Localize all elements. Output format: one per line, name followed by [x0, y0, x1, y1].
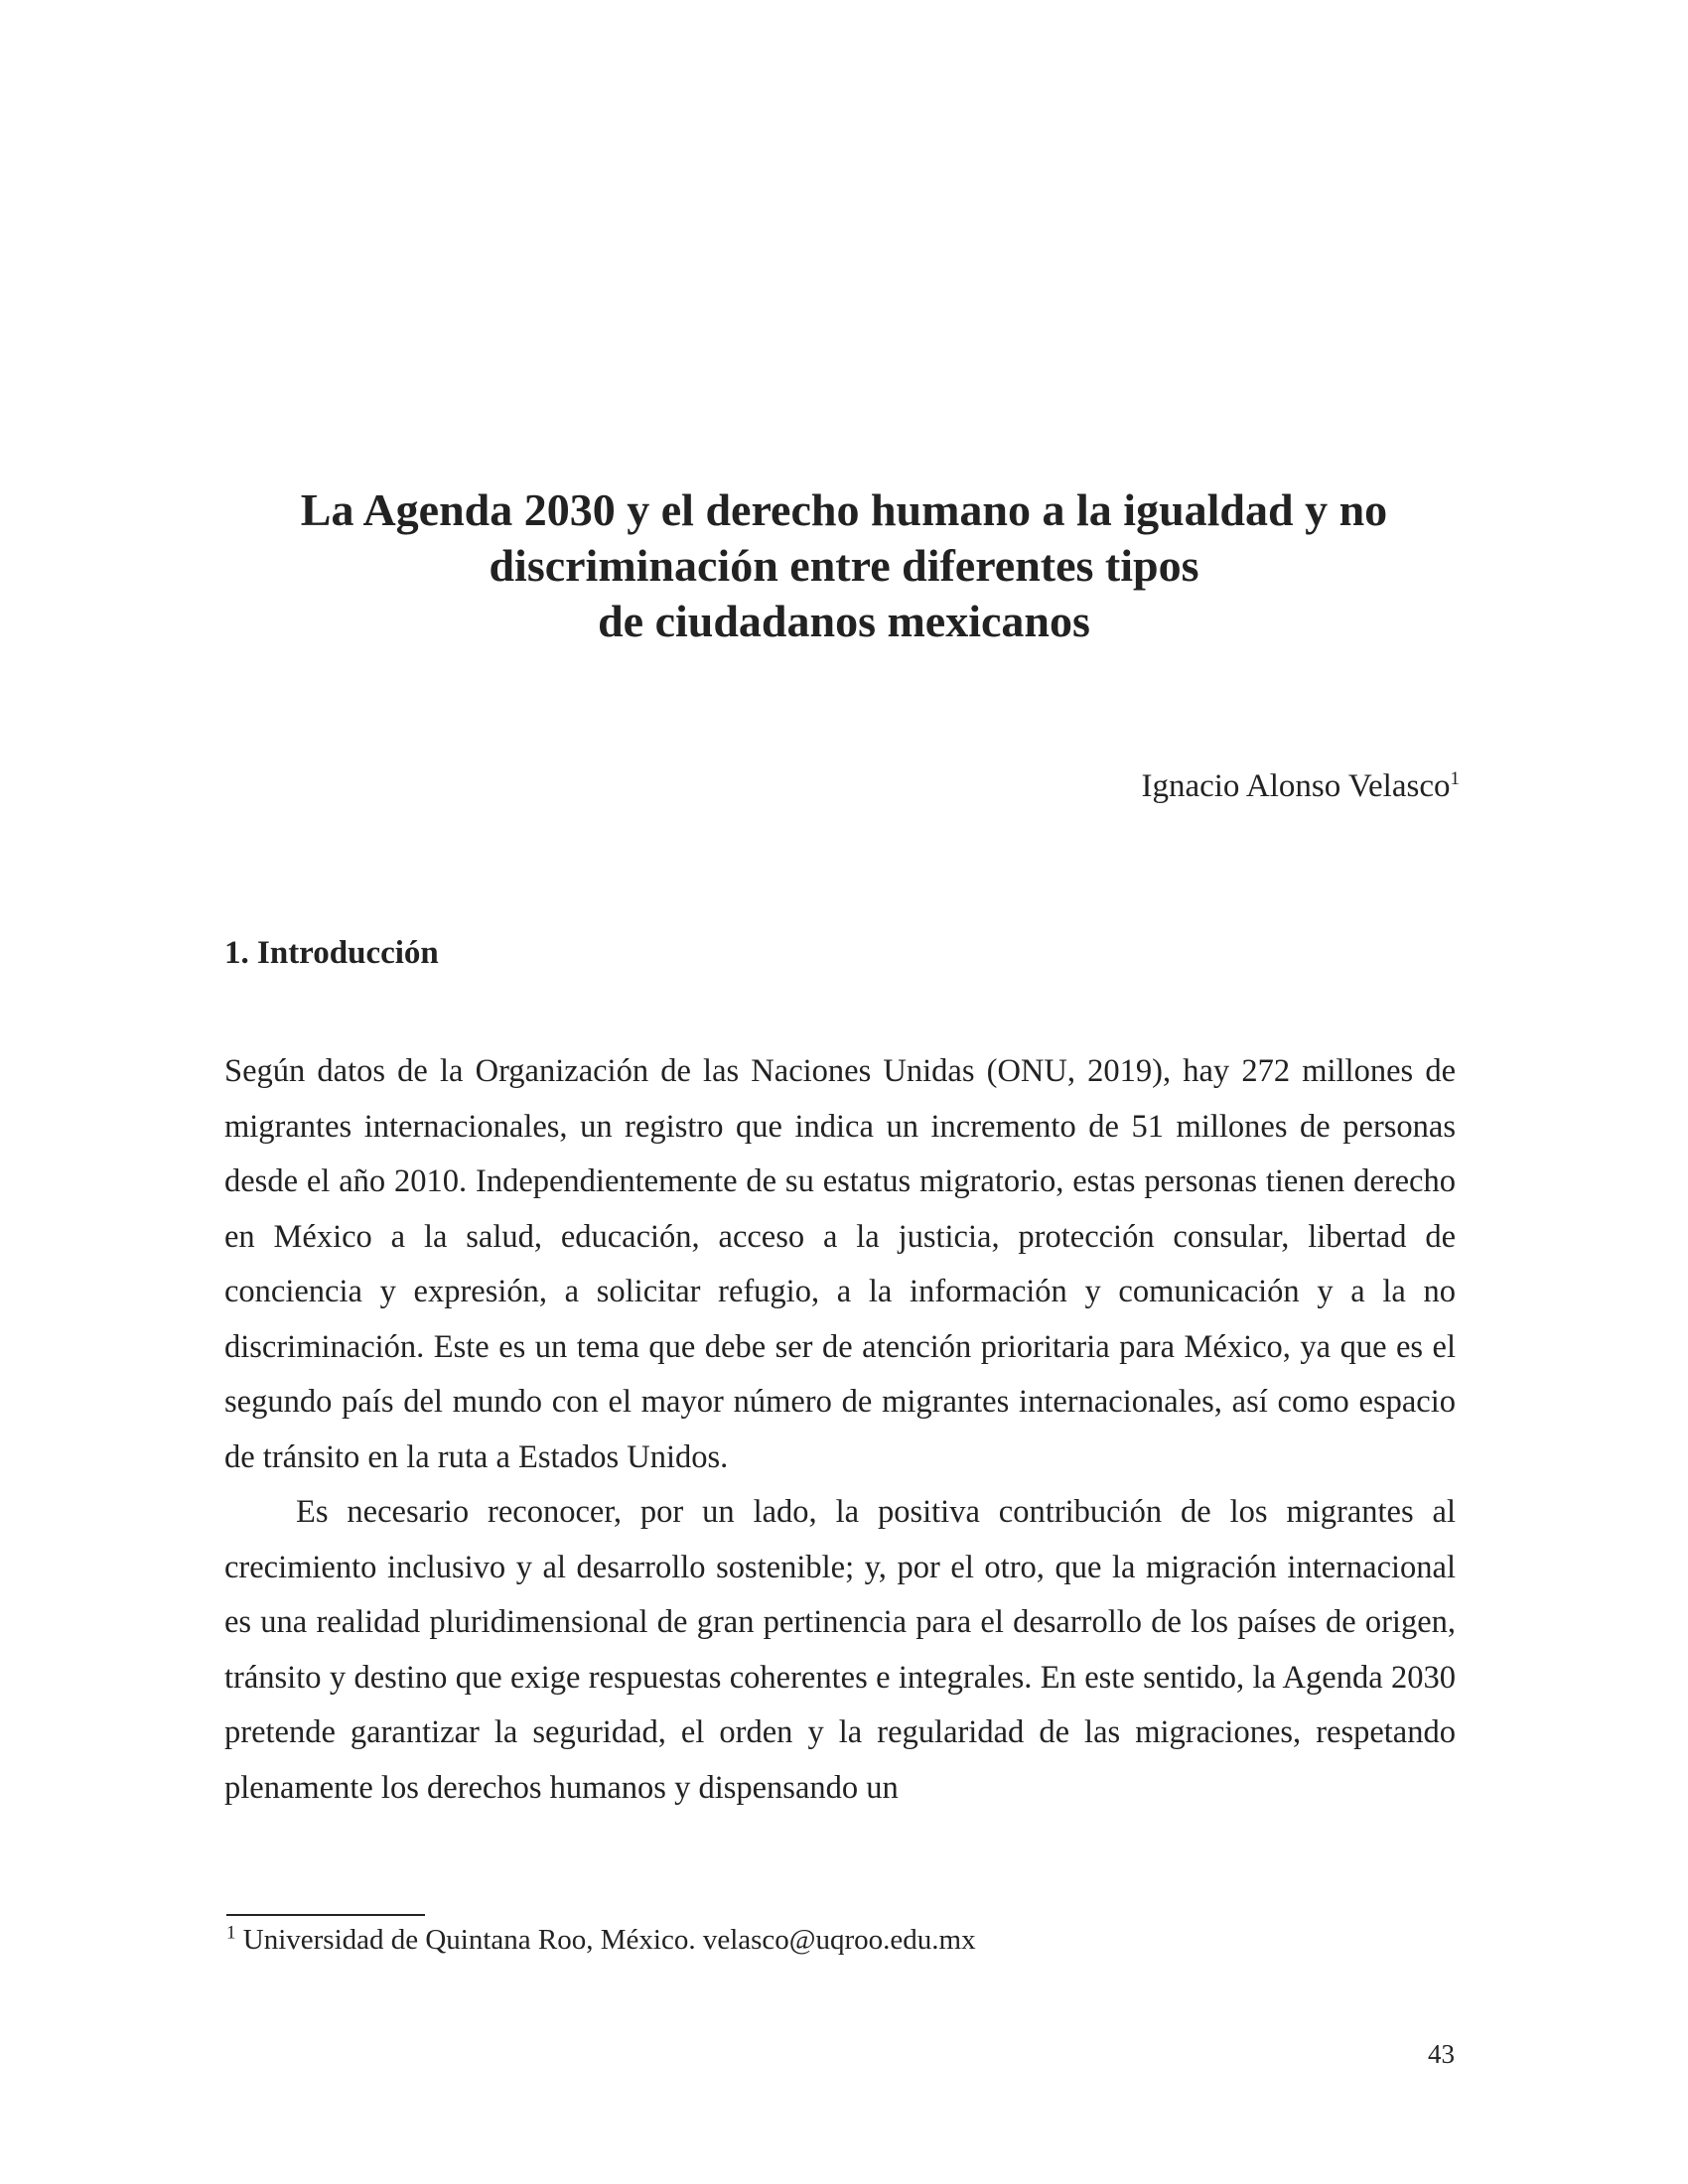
author-footnote-ref[interactable]: 1 [1450, 768, 1460, 789]
author-line [1141, 766, 1460, 806]
title-line-1: La Agenda 2030 y el derecho humano a la igualdad y no [300, 484, 1388, 535]
page-number: 43 [1428, 2039, 1455, 2069]
footnote-text: Universidad de Quintana Roo, México. velasco@uqroo.edu.mx [242, 1924, 976, 1956]
title-line-2: discriminación entre diferentes tipos [489, 540, 1199, 591]
author-name: Ignacio Alonso Velasco [1141, 768, 1451, 804]
footnote-divider [226, 1914, 425, 1916]
article-title [199, 482, 1489, 649]
paragraph-1: Según datos de la Organización de las Naciones Unidas (ONU, 2019), hay 272 millones de migrantes internacionales, un registro que indica un incremento de 51 millones de personas desde el año 2010. Independientemente de su estatus migratorio, estas personas tienen derecho en México a la salud, educación, acceso a la justicia, protección consular, libertad de conciencia y expresión, a solicitar refugio, a la información y comunicación y a la no discriminación. Este es un tema que debe ser de atención prioritaria para México, ya que es el segundo país del mundo con el mayor número de migrantes internacionales, así como espacio de tránsito en la ruta a Estados Unidos. [224, 1053, 1456, 1475]
section-heading: 1. Introducción [224, 935, 439, 971]
paragraph-2: Es necesario reconocer, por un lado, la positiva contribución de los migrantes al crecimiento inclusivo y al desarrollo sostenible; y, por el otro, que la migración internacional es una realidad pluridimensional de gran pertinencia para el desarrollo de los países de origen, tránsito y destino que exige respuestas coherentes e integrales. En este sentido, la Agenda 2030 pretende garantizar la seguridad, el orden y la regularidad de las migraciones, respetando plenamente los derechos humanos y dispensando un [224, 1494, 1456, 1806]
footnote-number: 1 [226, 1922, 236, 1944]
body-text [224, 1044, 1456, 1816]
title-line-3: de ciudadanos mexicanos [598, 596, 1090, 646]
footnote [226, 1922, 976, 1958]
